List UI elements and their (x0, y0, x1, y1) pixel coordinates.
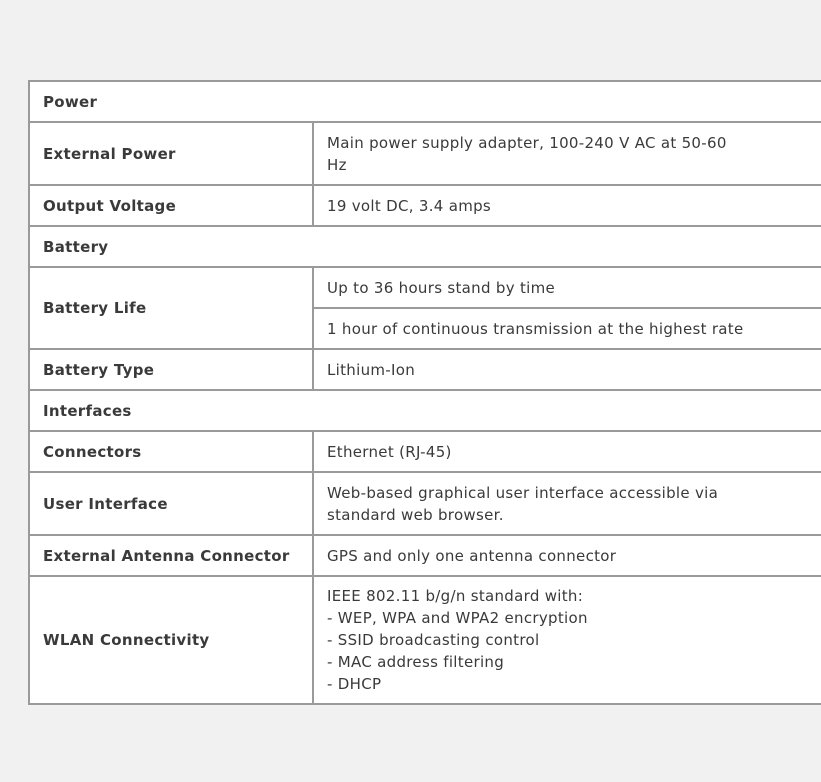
table-row-external-power (29, 122, 821, 185)
row-value-battery-type: Lithium-Ion (313, 349, 821, 390)
table-row-battery-type (29, 349, 821, 390)
row-label-output-voltage: Output Voltage (29, 185, 313, 226)
row-value-output-voltage: 19 volt DC, 3.4 amps (313, 185, 821, 226)
row-label-wlan: WLAN Connectivity (29, 576, 313, 704)
row-label-connectors: Connectors (29, 431, 313, 472)
table-row-user-interface (29, 472, 821, 535)
section-row-interfaces (29, 390, 821, 431)
spec-table (28, 80, 821, 705)
section-heading-interfaces: Interfaces (29, 390, 821, 431)
row-label-external-power: External Power (29, 122, 313, 185)
section-heading-battery: Battery (29, 226, 821, 267)
row-value-battery-life-transmission: 1 hour of continuous transmission at the highest rate (313, 308, 821, 349)
row-label-user-interface: User Interface (29, 472, 313, 535)
row-label-battery-type: Battery Type (29, 349, 313, 390)
section-row-power (29, 81, 821, 122)
row-value-user-interface: Web-based graphical user interface accessible via standard web browser. (313, 472, 821, 535)
table-row-external-antenna (29, 535, 821, 576)
table-row-wlan (29, 576, 821, 704)
table-row-battery-life-1 (29, 267, 821, 308)
table-row-output-voltage (29, 185, 821, 226)
row-value-connectors: Ethernet (RJ-45) (313, 431, 821, 472)
section-heading-power: Power (29, 81, 821, 122)
row-value-battery-life-standby: Up to 36 hours stand by time (313, 267, 821, 308)
row-label-battery-life: Battery Life (29, 267, 313, 349)
row-value-external-antenna: GPS and only one antenna connector (313, 535, 821, 576)
table-row-connectors (29, 431, 821, 472)
row-value-external-power: Main power supply adapter, 100-240 V AC at 50-60 Hz (313, 122, 821, 185)
section-row-battery (29, 226, 821, 267)
row-value-wlan: IEEE 802.11 b/g/n standard with: - WEP, WPA and WPA2 encryption - SSID broadcasting control - MAC address filtering - DHCP (313, 576, 821, 704)
row-label-external-antenna: External Antenna Connector (29, 535, 313, 576)
